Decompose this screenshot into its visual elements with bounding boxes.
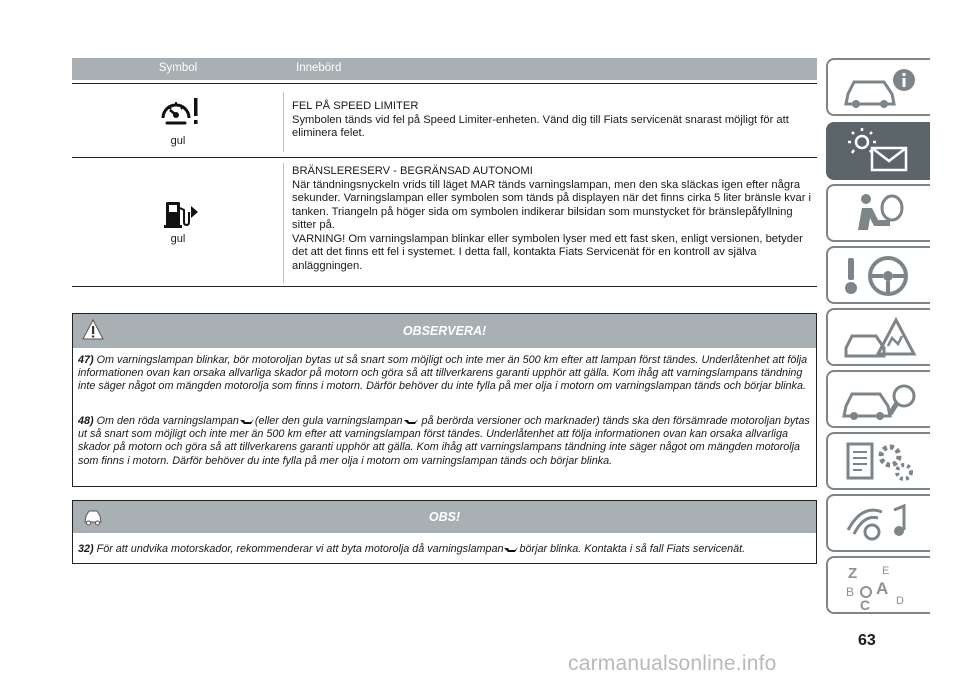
steering-wheel-key-icon [842, 252, 922, 300]
car-breakdown-warning-icon [842, 314, 922, 362]
index-letter-d: D [896, 595, 904, 607]
note-number: 48) [78, 415, 94, 427]
row-title: BRÄNSLERESERV - BEGRÄNSAD AUTONOMI [292, 165, 533, 177]
tab-index[interactable] [826, 556, 930, 614]
seat-airbag-icon [842, 190, 922, 238]
oil-can-icon [503, 545, 519, 553]
note-text: Om den röda varningslampan [96, 415, 239, 427]
index-letter-c: C [860, 597, 871, 613]
note-48 [78, 415, 811, 468]
tab-warning-lights[interactable] [826, 122, 930, 180]
tab-starting-driving[interactable] [826, 246, 930, 304]
tab-vehicle-info[interactable] [826, 58, 930, 116]
symbol-color-label: gul [170, 233, 186, 245]
tab-multimedia[interactable] [826, 494, 930, 552]
page-number: 63 [858, 632, 876, 649]
table-bottom-border [72, 286, 817, 287]
index-letter-b: B [846, 585, 855, 599]
observera-header [73, 314, 816, 348]
table-row-divider [72, 157, 817, 158]
car-service-icon [842, 376, 922, 424]
index-letter-z: Z [848, 565, 858, 582]
oil-can-icon [403, 417, 419, 425]
note-text: För att undvika motorskador, rekommenderar vi att byta motorolja då varningslampan [96, 543, 504, 555]
note-text: på berörda versioner och marknader) tänds ska den försämrade motoroljan bytas ut så snart som möjligt och inte mer än 500 km efter att varningslampan först tändes. Underlåtenhet att följa informationen ovan kan orsaka allvarliga skador på motorn och göra så att tillverkarens garanti upphör att gälla. Kom ihåg att varningslampans tändning inte säger något om mängden motorolja som finns i motorn. Därför behöver du inte fylla på mer olja i motorn om varningslampan tänds och börjar blinka. [78, 415, 810, 467]
table-row-speed-limiter-symbol [72, 94, 284, 147]
row-description: Symbolen tänds vid fel på Speed Limiter-enheten. Vänd dig till Fiats servicenät snarast möjligt för att eliminera felet. [292, 113, 789, 139]
table-row-fuel-symbol [72, 198, 284, 245]
table-header [72, 58, 817, 80]
tab-emergency[interactable] [826, 308, 930, 366]
obs-box [72, 500, 817, 564]
index-letter-e: E [882, 565, 890, 577]
symbol-color-label: gul [170, 135, 186, 147]
obs-header [73, 501, 816, 533]
note-32 [78, 543, 811, 556]
car-info-icon [842, 64, 922, 112]
media-navigation-icon [842, 500, 922, 548]
tab-safety[interactable] [826, 184, 930, 242]
note-number: 47) [78, 354, 94, 366]
gears-icon [842, 438, 922, 486]
watermark: carmanualsonline.info [568, 652, 777, 675]
index-letters-icon [842, 562, 922, 614]
tab-maintenance[interactable] [826, 370, 930, 428]
oil-can-icon [239, 417, 255, 425]
note-47 [78, 354, 811, 394]
warning-light-message-icon [842, 128, 922, 176]
row-title: FEL PÅ SPEED LIMITER [292, 100, 419, 112]
header-symbol: Symbol [158, 62, 198, 74]
note-text: Om varningslampan blinkar, bör motoroljan bytas ut så snart som möjligt och inte mer än 500 km efter att lampan först tändes. Underlåtenhet att följa informationen ovan kan orsaka allvarliga skador på motorn och göra så att tillverkarens garanti upphör att gälla. Kom ihåg att varningslampans tändning inte säger något om mängden motorolja som finns i motorn. Därför behöver du inte fylla på mer olja i motorn om varningslampan tänds och börjar blinka. [78, 354, 808, 393]
table-row-fuel-text [292, 165, 814, 273]
row-description: När tändningsnyckeln vrids till läget MAR tänds varningslampan, men den ska släckas igen efter några sekunder. Varningslampan eller symbolen som tänds på displayen när det finns cirka 5 liter bränsle kvar i tanken. Triangeln på höger sida om symbolen indikerar bilsidan som munstycket för bränslepåfyllning sitter på. [292, 178, 812, 231]
index-letter-a: A [876, 579, 889, 598]
fuel-reserve-icon [158, 198, 198, 230]
row-warning: VARNING! Om varningslampan blinkar eller symbolen lyser med ett fast sken, enligt versionen, betyder det att det finns ett fel i systemet. I detta fall, kontakta Fiats Servicenät för en kontroll av själva anläggningen. [292, 232, 803, 272]
note-number: 32) [78, 543, 94, 555]
table-row-speed-limiter-text [292, 100, 814, 141]
note-text: börjar blinka. Kontakta i så fall Fiats servicenät. [519, 543, 746, 555]
obs-title: OBS! [428, 510, 461, 524]
speed-limiter-warning-icon [155, 94, 201, 130]
observera-title: OBSERVERA! [402, 324, 487, 338]
tab-technical-data[interactable] [826, 432, 930, 490]
observera-box [72, 313, 817, 487]
header-meaning: Innebörd [296, 62, 342, 74]
note-text: (eller den gula varningslampan [254, 415, 403, 427]
table-divider [72, 83, 817, 84]
